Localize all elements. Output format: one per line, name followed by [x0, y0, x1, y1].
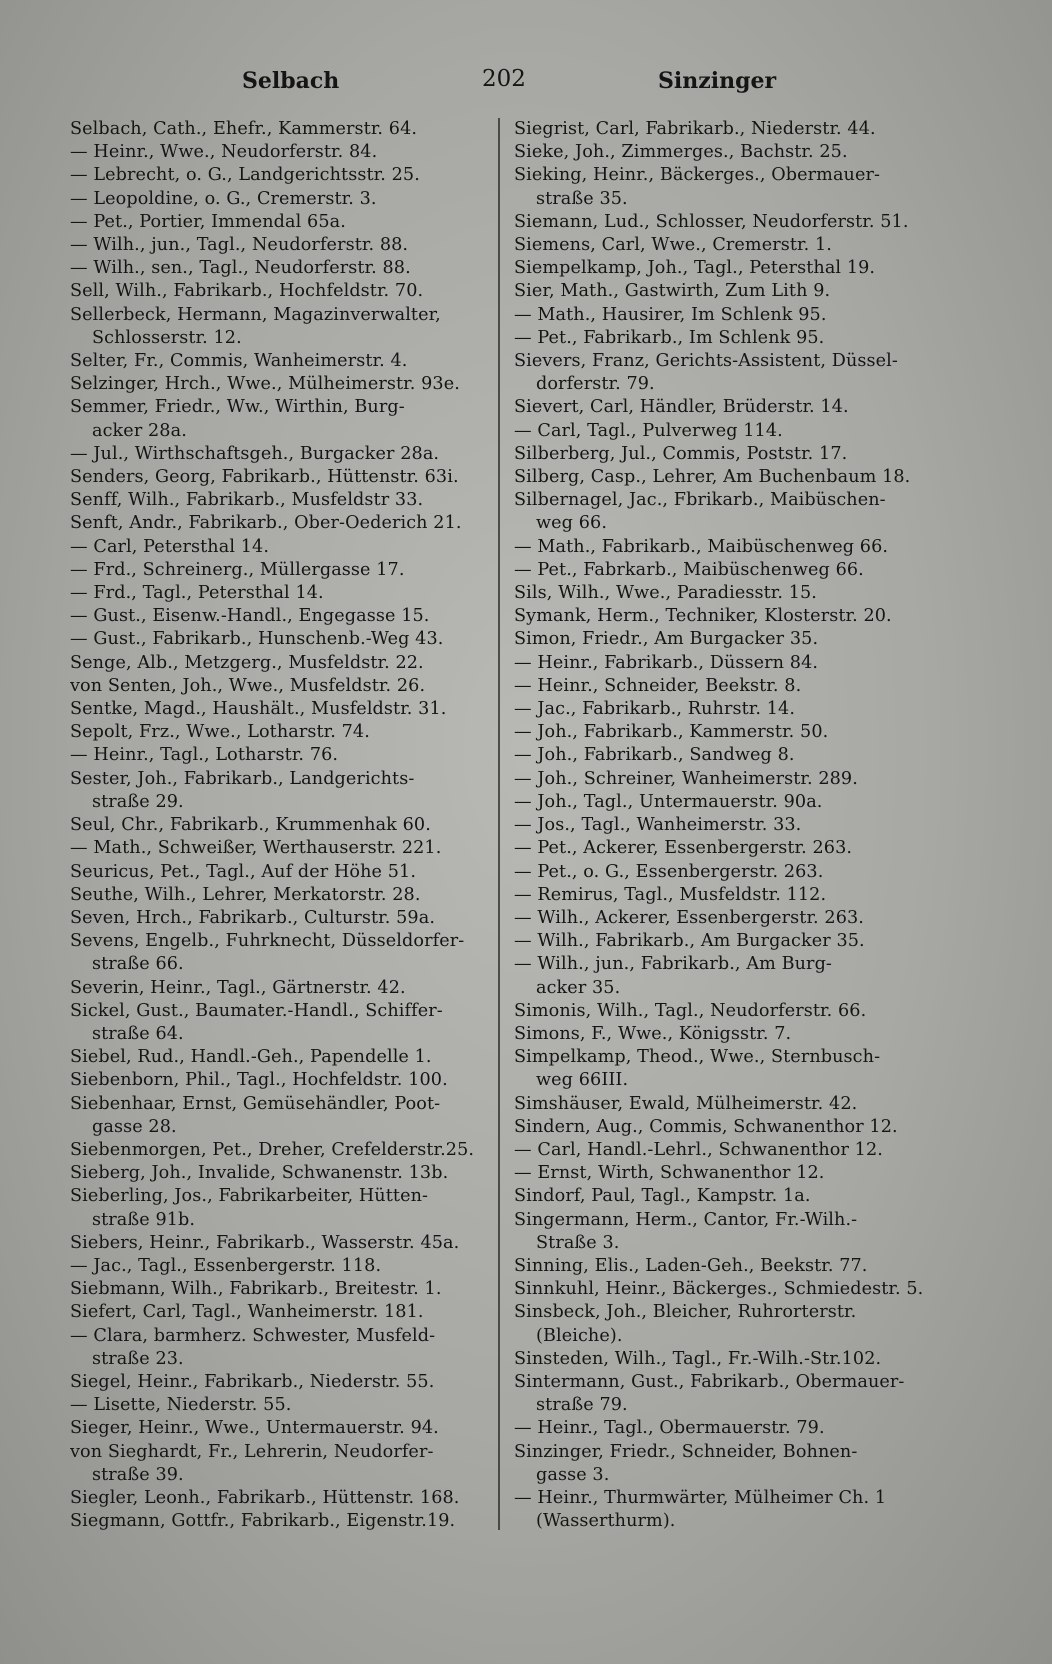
entry-line: — Joh., Fabrikarb., Sandweg 8.	[514, 745, 795, 766]
directory-entry	[514, 744, 942, 767]
directory-entry	[70, 257, 490, 280]
right-column	[514, 118, 942, 1533]
directory-entry	[70, 512, 490, 535]
directory-entry	[514, 605, 942, 628]
directory-entry	[514, 930, 942, 953]
directory-entry	[514, 1417, 942, 1440]
entry-line: — Heinr., Tagl., Lotharstr. 76.	[70, 745, 339, 766]
directory-entry	[70, 304, 490, 350]
entry-continuation-line: (Bleiche).	[536, 1325, 623, 1346]
directory-entry	[70, 118, 490, 141]
directory-entry	[70, 1417, 490, 1440]
entry-line: — Lebrecht, o. G., Landgerichtsstr. 25.	[70, 165, 420, 186]
directory-entry	[514, 721, 942, 744]
entry-line: Siebenhaar, Ernst, Gemüsehändler, Poot-	[70, 1093, 441, 1114]
directory-entry	[70, 559, 490, 582]
directory-entry	[514, 907, 942, 930]
entry-line: — Remirus, Tagl., Musfeldstr. 112.	[514, 884, 827, 905]
directory-entry	[70, 1278, 490, 1301]
directory-entry	[70, 1093, 490, 1139]
directory-entry	[70, 1139, 490, 1162]
directory-entry	[514, 1116, 942, 1139]
entry-line: Sieke, Joh., Zimmerges., Bachstr. 25.	[514, 142, 848, 163]
entry-line: Senders, Georg, Fabrikarb., Hüttenstr. 63i.	[70, 467, 459, 488]
directory-entry	[70, 628, 490, 651]
entry-line: — Joh., Tagl., Untermauerstr. 90a.	[514, 791, 823, 812]
entry-continuation-line: straße 64.	[92, 1023, 184, 1044]
directory-entry	[514, 327, 942, 350]
directory-entry	[514, 211, 942, 234]
directory-entry	[70, 350, 490, 373]
entry-line: Sievers, Franz, Gerichts-Assistent, Düssel-	[514, 351, 898, 372]
directory-entry	[70, 744, 490, 767]
directory-entry	[514, 652, 942, 675]
entry-continuation-line: straße 66.	[92, 954, 184, 975]
entry-line: — Leopoldine, o. G., Cremerstr. 3.	[70, 188, 377, 209]
entry-line: Sintermann, Gust., Fabrikarb., Obermauer-	[514, 1371, 905, 1392]
directory-entry	[514, 420, 942, 443]
directory-entry	[70, 234, 490, 257]
entry-line: — Frd., Tagl., Petersthal 14.	[70, 583, 324, 604]
directory-entry	[514, 164, 942, 210]
entry-line: Seuthe, Wilh., Lehrer, Merkatorstr. 28.	[70, 884, 421, 905]
entry-line: Selzinger, Hrch., Wwe., Mülheimerstr. 93e.	[70, 374, 460, 395]
directory-entry	[70, 443, 490, 466]
entry-line: Siebel, Rud., Handl.-Geh., Papendelle 1.	[70, 1047, 432, 1068]
entry-line: Sester, Joh., Fabrikarb., Landgerichts-	[70, 768, 415, 789]
entry-line: Siegler, Leonh., Fabrikarb., Hüttenstr. 168.	[70, 1487, 460, 1508]
entry-line: Siebenmorgen, Pet., Dreher, Crefelderstr.25.	[70, 1139, 475, 1160]
directory-entry	[514, 466, 942, 489]
entry-continuation-line: weg 66III.	[536, 1070, 629, 1091]
entry-line: Sils, Wilh., Wwe., Paradiesstr. 15.	[514, 583, 817, 604]
entry-continuation-line: gasse 28.	[92, 1116, 177, 1137]
entry-line: — Wilh., Ackerer, Essenbergerstr. 263.	[514, 907, 864, 928]
directory-entry	[514, 1093, 942, 1116]
entry-line: — Pet., Portier, Immendal 65a.	[70, 211, 346, 232]
entry-line: Seuricus, Pet., Tagl., Auf der Höhe 51.	[70, 861, 417, 882]
directory-entry	[514, 234, 942, 257]
directory-entry	[514, 1301, 942, 1347]
entry-continuation-line: straße 29.	[92, 791, 184, 812]
entry-line: — Lisette, Niederstr. 55.	[70, 1395, 292, 1416]
entry-line: — Math., Schweißer, Werthauserstr. 221.	[70, 838, 442, 859]
directory-entry	[514, 1209, 942, 1255]
left-column	[70, 118, 490, 1533]
directory-entry	[514, 698, 942, 721]
entry-line: Siebers, Heinr., Fabrikarb., Wasserstr. 45a.	[70, 1232, 460, 1253]
directory-entry	[70, 698, 490, 721]
entry-continuation-line: acker 28a.	[92, 420, 187, 441]
entry-line: — Frd., Schreinerg., Müllergasse 17.	[70, 559, 405, 580]
directory-entry	[70, 164, 490, 187]
directory-entry	[70, 1301, 490, 1324]
entry-line: Sevens, Engelb., Fuhrknecht, Düsseldorfer-	[70, 931, 465, 952]
entry-line: Sinzinger, Friedr., Schneider, Bohnen-	[514, 1441, 858, 1462]
directory-entry	[70, 1185, 490, 1231]
directory-entry	[514, 791, 942, 814]
entry-continuation-line: straße 91b.	[92, 1209, 196, 1230]
entry-line: — Heinr., Schneider, Beekstr. 8.	[514, 675, 802, 696]
directory-entry	[514, 350, 942, 396]
entry-line: — Gust., Fabrikarb., Hunschenb.-Weg 43.	[70, 629, 444, 650]
entry-line: Sellerbeck, Hermann, Magazinverwalter,	[70, 304, 441, 325]
entry-line: Severin, Heinr., Tagl., Gärtnerstr. 42.	[70, 977, 406, 998]
directory-entry	[70, 211, 490, 234]
entry-line: — Carl, Tagl., Pulverweg 114.	[514, 420, 783, 441]
directory-entry	[70, 652, 490, 675]
entry-continuation-line: straße 39.	[92, 1464, 184, 1485]
directory-entry	[514, 304, 942, 327]
entry-line: Seven, Hrch., Fabrikarb., Culturstr. 59a.	[70, 907, 436, 928]
directory-entry	[70, 977, 490, 1000]
directory-entry	[70, 280, 490, 303]
directory-entry	[70, 1371, 490, 1394]
page-number: 202	[482, 66, 526, 92]
entry-continuation-line: dorferstr. 79.	[536, 374, 655, 395]
directory-entry	[70, 396, 490, 442]
entry-line: Sieberling, Jos., Fabrikarbeiter, Hütten-	[70, 1186, 429, 1207]
directory-entry	[70, 1255, 490, 1278]
entry-continuation-line: acker 35.	[536, 977, 621, 998]
entry-line: Silberg, Casp., Lehrer, Am Buchenbaum 18.	[514, 467, 911, 488]
directory-entry	[514, 257, 942, 280]
entry-line: Siemens, Carl, Wwe., Cremerstr. 1.	[514, 235, 832, 256]
entry-line: Sinnkuhl, Heinr., Bäckerges., Schmiedestr. 5.	[514, 1279, 924, 1300]
entry-continuation-line: weg 66.	[536, 513, 608, 534]
directory-entry	[70, 907, 490, 930]
directory-entry	[70, 1000, 490, 1046]
directory-entry	[70, 582, 490, 605]
entry-line: Sinsteden, Wilh., Tagl., Fr.-Wilh.-Str.102.	[514, 1348, 882, 1369]
directory-entry	[70, 188, 490, 211]
entry-line: — Gust., Eisenw.-Handl., Engegasse 15.	[70, 606, 430, 627]
entry-line: Siemann, Lud., Schlosser, Neudorferstr. 51.	[514, 211, 909, 232]
entry-line: Siegrist, Carl, Fabrikarb., Niederstr. 44.	[514, 119, 876, 139]
entry-line: — Heinr., Tagl., Obermauerstr. 79.	[514, 1418, 825, 1439]
entry-line: Sieking, Heinr., Bäckerges., Obermauer-	[514, 165, 881, 186]
entry-line: — Jac., Tagl., Essenbergerstr. 118.	[70, 1255, 382, 1276]
directory-entry	[514, 118, 942, 141]
entry-line: von Sieghardt, Fr., Lehrerin, Neudorfer-	[70, 1441, 434, 1462]
entry-line: Simonis, Wilh., Tagl., Neudorferstr. 66.	[514, 1000, 867, 1021]
entry-line: Sindern, Aug., Commis, Schwanenthor 12.	[514, 1116, 898, 1137]
entry-line: Sievert, Carl, Händler, Brüderstr. 14.	[514, 397, 849, 418]
header-left-keyword: Selbach	[242, 68, 340, 94]
entry-line: — Wilh., jun., Tagl., Neudorferstr. 88.	[70, 235, 409, 256]
directory-entry	[514, 1046, 942, 1092]
directory-entry	[70, 861, 490, 884]
header-right-keyword: Sinzinger	[658, 68, 777, 94]
directory-entry	[514, 675, 942, 698]
directory-entry	[70, 884, 490, 907]
directory-entry	[514, 1487, 942, 1533]
directory-entry	[70, 466, 490, 489]
entry-line: Sieberg, Joh., Invalide, Schwanenstr. 13b.	[70, 1163, 449, 1184]
entry-line: — Math., Hausirer, Im Schlenk 95.	[514, 304, 827, 325]
entry-line: — Wilh., sen., Tagl., Neudorferstr. 88.	[70, 258, 411, 279]
entry-line: — Jul., Wirthschaftsgeh., Burgacker 28a.	[70, 443, 440, 464]
entry-line: — Ernst, Wirth, Schwanenthor 12.	[514, 1163, 825, 1184]
directory-entry	[514, 559, 942, 582]
entry-line: — Carl, Handl.-Lehrl., Schwanenthor 12.	[514, 1139, 883, 1160]
entry-line: Siempelkamp, Joh., Tagl., Petersthal 19.	[514, 258, 876, 279]
entry-continuation-line: straße 35.	[536, 188, 628, 209]
directory-entry	[70, 536, 490, 559]
entry-line: Siegmann, Gottfr., Fabrikarb., Eigenstr.19.	[70, 1511, 456, 1532]
directory-entry	[70, 768, 490, 814]
directory-entry	[70, 930, 490, 976]
directory-entry	[70, 1487, 490, 1510]
directory-entry	[70, 141, 490, 164]
entry-line: Senge, Alb., Metzgerg., Musfeldstr. 22.	[70, 652, 424, 673]
column-divider	[498, 118, 500, 1530]
entry-line: Selbach, Cath., Ehefr., Kammerstr. 64.	[70, 119, 418, 139]
entry-line: Sindorf, Paul, Tagl., Kampstr. 1a.	[514, 1186, 811, 1207]
entry-continuation-line: straße 23.	[92, 1348, 184, 1369]
directory-entry	[70, 1325, 490, 1371]
entry-continuation-line: (Wasserthurm).	[536, 1511, 676, 1532]
entry-line: Seul, Chr., Fabrikarb., Krummenhak 60.	[70, 815, 431, 836]
directory-entry	[514, 443, 942, 466]
entry-line: Simshäuser, Ewald, Mülheimerstr. 42.	[514, 1093, 858, 1114]
directory-entry	[70, 1441, 490, 1487]
directory-entry	[514, 884, 942, 907]
entry-line: — Jos., Tagl., Wanheimerstr. 33.	[514, 815, 802, 836]
directory-entry	[514, 1255, 942, 1278]
directory-entry	[514, 396, 942, 419]
entry-continuation-line: straße 79.	[536, 1395, 628, 1416]
directory-entry	[70, 721, 490, 744]
directory-entry	[514, 1278, 942, 1301]
directory-entry	[514, 1348, 942, 1371]
directory-entry	[514, 1139, 942, 1162]
entry-line: — Wilh., jun., Fabrikarb., Am Burg-	[514, 954, 832, 975]
entry-line: — Heinr., Wwe., Neudorferstr. 84.	[70, 142, 378, 163]
directory-entry	[514, 582, 942, 605]
directory-entry	[70, 837, 490, 860]
entry-line: — Pet., Fabrikarb., Im Schlenk 95.	[514, 327, 825, 348]
directory-entry	[70, 1394, 490, 1417]
entry-continuation-line: Schlosserstr. 12.	[92, 327, 242, 348]
entry-line: Sier, Math., Gastwirth, Zum Lith 9.	[514, 281, 831, 302]
directory-entry	[514, 1371, 942, 1417]
directory-entry	[514, 628, 942, 651]
directory-entry	[514, 814, 942, 837]
entry-line: Singermann, Herm., Cantor, Fr.-Wilh.-	[514, 1209, 858, 1230]
entry-continuation-line: gasse 3.	[536, 1464, 610, 1485]
entry-line: Selter, Fr., Commis, Wanheimerstr. 4.	[70, 351, 408, 372]
directory-entry	[70, 1162, 490, 1185]
directory-entry	[70, 675, 490, 698]
entry-continuation-line: Straße 3.	[536, 1232, 620, 1253]
directory-entry	[514, 280, 942, 303]
directory-entry	[514, 1000, 942, 1023]
entry-line: Silberberg, Jul., Commis, Poststr. 17.	[514, 443, 848, 464]
directory-entry	[70, 489, 490, 512]
entry-line: Senft, Andr., Fabrikarb., Ober-Oederich 21.	[70, 513, 462, 534]
entry-line: — Pet., o. G., Essenbergerstr. 263.	[514, 861, 824, 882]
entry-line: Simon, Friedr., Am Burgacker 35.	[514, 629, 819, 650]
entry-line: — Joh., Schreiner, Wanheimerstr. 289.	[514, 768, 858, 789]
directory-entry	[514, 536, 942, 559]
directory-entry	[514, 1023, 942, 1046]
entry-line: — Jac., Fabrikarb., Ruhrstr. 14.	[514, 699, 796, 720]
directory-entry	[514, 1185, 942, 1208]
directory-entry	[70, 1510, 490, 1533]
entry-line: Senff, Wilh., Fabrikarb., Musfeldstr 33.	[70, 490, 424, 511]
directory-entry	[70, 814, 490, 837]
entry-line: Siegel, Heinr., Fabrikarb., Niederstr. 55.	[70, 1371, 435, 1392]
directory-entry	[514, 837, 942, 860]
directory-entry	[514, 1162, 942, 1185]
entry-line: — Math., Fabrikarb., Maibüschenweg 66.	[514, 536, 889, 557]
entry-line: Symank, Herm., Techniker, Klosterstr. 20.	[514, 606, 892, 627]
entry-line: Simpelkamp, Theod., Wwe., Sternbusch-	[514, 1047, 881, 1068]
entry-line: Simons, F., Wwe., Königsstr. 7.	[514, 1023, 792, 1044]
entry-line: Semmer, Friedr., Ww., Wirthin, Burg-	[70, 397, 405, 418]
entry-line: Siebenborn, Phil., Tagl., Hochfeldstr. 100.	[70, 1070, 448, 1091]
entry-line: Sell, Wilh., Fabrikarb., Hochfeldstr. 70.	[70, 281, 424, 302]
directory-entry	[514, 1441, 942, 1487]
directory-entry	[70, 1046, 490, 1069]
entry-line: Sepolt, Frz., Wwe., Lotharstr. 74.	[70, 722, 370, 743]
directory-entry	[70, 1069, 490, 1092]
entry-line: — Joh., Fabrikarb., Kammerstr. 50.	[514, 722, 829, 743]
entry-line: — Wilh., Fabrikarb., Am Burgacker 35.	[514, 931, 865, 952]
entry-line: — Heinr., Fabrikarb., Düssern 84.	[514, 652, 819, 673]
page-header	[60, 62, 1012, 102]
entry-line: — Heinr., Thurmwärter, Mülheimer Ch. 1	[514, 1487, 887, 1508]
entry-line: Siebmann, Wilh., Fabrikarb., Breitestr. 1.	[70, 1279, 442, 1300]
entry-line: Sickel, Gust., Baumater.-Handl., Schiffer-	[70, 1000, 443, 1021]
entry-line: — Pet., Fabrkarb., Maibüschenweg 66.	[514, 559, 864, 580]
directory-entry	[70, 373, 490, 396]
entry-line: Sinsbeck, Joh., Bleicher, Ruhrorterstr.	[514, 1302, 857, 1323]
entry-line: — Carl, Petersthal 14.	[70, 536, 270, 557]
entry-line: Silbernagel, Jac., Fbrikarb., Maibüschen-	[514, 490, 886, 511]
directory-entry	[70, 605, 490, 628]
directory-entry	[70, 1232, 490, 1255]
directory-entry	[514, 861, 942, 884]
directory-entry	[514, 768, 942, 791]
entry-line: von Senten, Joh., Wwe., Musfeldstr. 26.	[70, 675, 426, 696]
entry-line: Sinning, Elis., Laden-Geh., Beekstr. 77.	[514, 1255, 868, 1276]
directory-entry	[514, 141, 942, 164]
entry-line: Sieger, Heinr., Wwe., Untermauerstr. 94.	[70, 1418, 439, 1439]
entry-line: Sentke, Magd., Haushält., Musfeldstr. 31.	[70, 699, 447, 720]
directory-entry	[514, 953, 942, 999]
entry-line: — Pet., Ackerer, Essenbergerstr. 263.	[514, 838, 853, 859]
directory-entry	[514, 489, 942, 535]
entry-line: — Clara, barmherz. Schwester, Musfeld-	[70, 1325, 436, 1346]
entry-line: Siefert, Carl, Tagl., Wanheimerstr. 181.	[70, 1302, 424, 1323]
